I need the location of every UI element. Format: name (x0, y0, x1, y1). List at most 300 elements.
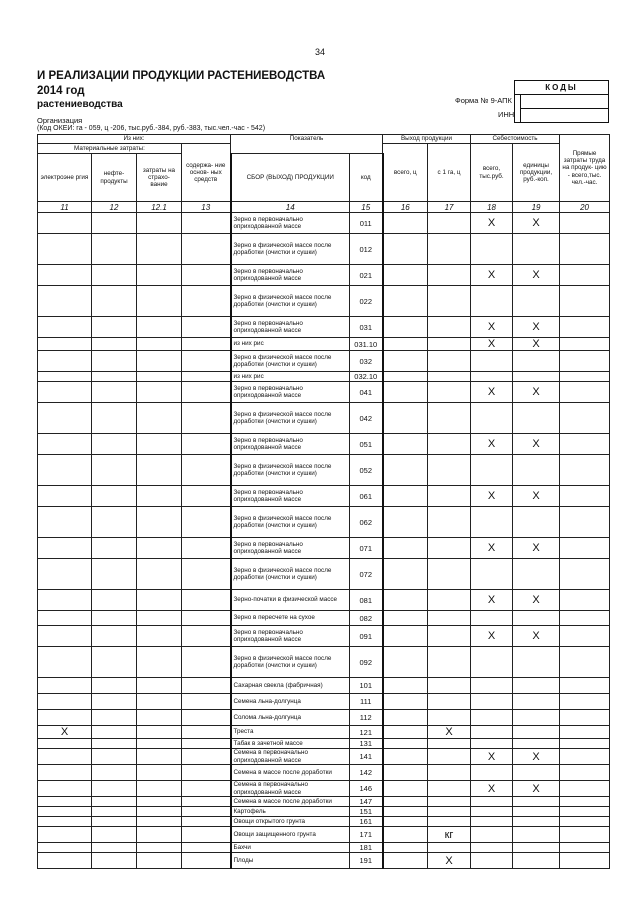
value-cell-c20 (560, 286, 610, 317)
value-cell-c16 (383, 213, 428, 234)
indicator-cell: Бахчи (231, 843, 350, 853)
value-cell-c16 (383, 647, 428, 678)
value-cell-c17 (428, 213, 471, 234)
value-cell-c19 (513, 843, 560, 853)
value-cell-c17 (428, 843, 471, 853)
title-line-1: И РЕАЛИЗАЦИИ ПРОДУКЦИИ РАСТЕНИЕВОДСТВА (37, 70, 326, 82)
codes-box (514, 80, 609, 123)
value-cell-c12 (92, 797, 137, 807)
column-number: 18 (471, 202, 513, 213)
table-row (38, 853, 610, 869)
header-c18: всего, тыс.руб. (471, 144, 513, 202)
value-cell-c11 (38, 843, 92, 853)
value-cell-c11 (38, 265, 92, 286)
code-cell: 052 (350, 455, 383, 486)
indicator-cell: Зерно в физической массе после доработки (очистки и сушки) (231, 455, 350, 486)
value-cell-c17 (428, 626, 471, 647)
table-row (38, 765, 610, 781)
code-cell: 092 (350, 647, 383, 678)
header-c11: электроэне ргия (38, 154, 92, 202)
indicator-cell: Солома льна-долгунца (231, 710, 350, 726)
value-cell-c18 (471, 765, 513, 781)
value-cell-c13 (182, 807, 231, 817)
value-cell-c12 (92, 807, 137, 817)
indicator-cell: Табак в зачетной массе (231, 739, 350, 749)
header-c20: Прямые затраты труда на продук- цию - всего,тыс. чел.-час. (560, 135, 610, 202)
value-cell-c18: X (471, 434, 513, 455)
value-cell-c18: X (471, 781, 513, 797)
value-cell-c16 (383, 507, 428, 538)
code-cell: 021 (350, 265, 383, 286)
value-cell-c16 (383, 611, 428, 626)
value-cell-c18 (471, 739, 513, 749)
code-cell: 022 (350, 286, 383, 317)
code-cell: 112 (350, 710, 383, 726)
value-cell-c18: X (471, 486, 513, 507)
value-cell-c13 (182, 455, 231, 486)
value-cell-c12-1 (137, 710, 182, 726)
indicator-cell: Сахарная свекла (фабричная) (231, 678, 350, 694)
column-number: 16 (383, 202, 428, 213)
header-c17: с 1 га, ц (428, 144, 471, 202)
value-cell-c13 (182, 486, 231, 507)
value-cell-c12-1 (137, 781, 182, 797)
value-cell-c13 (182, 817, 231, 827)
value-cell-c17: кг (428, 827, 471, 843)
value-cell-c19: X (513, 265, 560, 286)
value-cell-c13 (182, 694, 231, 710)
value-cell-c12-1 (137, 382, 182, 403)
code-cell: 121 (350, 726, 383, 739)
value-cell-c20 (560, 626, 610, 647)
table-row (38, 486, 610, 507)
value-cell-c12 (92, 382, 137, 403)
value-cell-c12 (92, 678, 137, 694)
value-cell-c12-1 (137, 749, 182, 765)
value-cell-c18 (471, 286, 513, 317)
column-number: 11 (38, 202, 92, 213)
value-cell-c19 (513, 797, 560, 807)
table-row (38, 559, 610, 590)
indicator-cell: Зерно в первоначально оприходованной массе (231, 626, 350, 647)
indicator-cell: Семена в массе после доработки (231, 765, 350, 781)
indicator-cell: Семена в первоначально оприходованной массе (231, 749, 350, 765)
value-cell-c16 (383, 817, 428, 827)
value-cell-c11 (38, 382, 92, 403)
value-cell-c13 (182, 710, 231, 726)
value-cell-c11 (38, 694, 92, 710)
value-cell-c19 (513, 678, 560, 694)
value-cell-c17 (428, 507, 471, 538)
value-cell-c16 (383, 797, 428, 807)
okei-note: (Код ОКЕИ: га - 059, ц -206, тыс.руб.-384, руб.-383, тыс.чел.-час - 542) (37, 125, 266, 132)
value-cell-c11 (38, 739, 92, 749)
codes-inn-cell (520, 109, 608, 122)
value-cell-c12 (92, 626, 137, 647)
value-cell-c19 (513, 726, 560, 739)
value-cell-c19: X (513, 749, 560, 765)
table-row (38, 382, 610, 403)
header-sbor: СБОР (ВЫХОД) ПРОДУКЦИИ (231, 154, 350, 202)
value-cell-c16 (383, 726, 428, 739)
value-cell-c11 (38, 710, 92, 726)
value-cell-c16 (383, 382, 428, 403)
code-cell: 012 (350, 234, 383, 265)
value-cell-c12-1 (137, 507, 182, 538)
value-cell-c20 (560, 486, 610, 507)
value-cell-c20 (560, 455, 610, 486)
value-cell-c13 (182, 213, 231, 234)
column-number: 17 (428, 202, 471, 213)
value-cell-c11 (38, 559, 92, 590)
value-cell-c11 (38, 338, 92, 351)
value-cell-c18 (471, 843, 513, 853)
value-cell-c12-1 (137, 286, 182, 317)
code-cell: 082 (350, 611, 383, 626)
code-cell: 081 (350, 590, 383, 611)
value-cell-c13 (182, 317, 231, 338)
value-cell-c12-1 (137, 647, 182, 678)
value-cell-c12-1 (137, 694, 182, 710)
value-cell-c20 (560, 611, 610, 626)
value-cell-c11 (38, 507, 92, 538)
value-cell-c12-1 (137, 234, 182, 265)
value-cell-c11 (38, 678, 92, 694)
value-cell-c12 (92, 507, 137, 538)
value-cell-c20 (560, 843, 610, 853)
value-cell-c19: X (513, 781, 560, 797)
value-cell-c12 (92, 694, 137, 710)
value-cell-c19 (513, 765, 560, 781)
table-row (38, 338, 610, 351)
code-cell: 032.10 (350, 372, 383, 382)
value-cell-c12-1 (137, 403, 182, 434)
code-cell: 011 (350, 213, 383, 234)
value-cell-c18: X (471, 338, 513, 351)
value-cell-c12 (92, 817, 137, 827)
title-line-3: растениеводства (37, 99, 123, 110)
indicator-cell: Зерно в физической массе после доработки (очистки и сушки) (231, 403, 350, 434)
value-cell-c12 (92, 372, 137, 382)
indicator-cell: Зерно в первоначально оприходованной массе (231, 486, 350, 507)
value-cell-c19 (513, 286, 560, 317)
value-cell-c12 (92, 265, 137, 286)
code-cell: 101 (350, 678, 383, 694)
table-row (38, 213, 610, 234)
value-cell-c18 (471, 372, 513, 382)
value-cell-c12-1 (137, 817, 182, 827)
value-cell-c19 (513, 739, 560, 749)
value-cell-c13 (182, 286, 231, 317)
table-row (38, 749, 610, 765)
indicator-cell: Зерно в первоначально оприходованной массе (231, 382, 350, 403)
code-cell: 031 (350, 317, 383, 338)
value-cell-c13 (182, 626, 231, 647)
value-cell-c19 (513, 403, 560, 434)
value-cell-c11 (38, 351, 92, 372)
indicator-cell: Зерно в первоначально оприходованной массе (231, 265, 350, 286)
value-cell-c11 (38, 403, 92, 434)
column-number: 12.1 (137, 202, 182, 213)
table-row (38, 455, 610, 486)
indicator-cell: Зерно в первоначально оприходованной массе (231, 434, 350, 455)
table-row (38, 694, 610, 710)
value-cell-c17 (428, 338, 471, 351)
value-cell-c20 (560, 678, 610, 694)
code-cell: 062 (350, 507, 383, 538)
column-number: 15 (350, 202, 383, 213)
value-cell-c20 (560, 765, 610, 781)
code-cell: 171 (350, 827, 383, 843)
value-cell-c12-1 (137, 726, 182, 739)
value-cell-c19 (513, 710, 560, 726)
value-cell-c18 (471, 678, 513, 694)
column-number: 12 (92, 202, 137, 213)
header-pokazatel: Показатель (231, 135, 383, 154)
table-row (38, 739, 610, 749)
value-cell-c18: X (471, 317, 513, 338)
value-cell-c11 (38, 817, 92, 827)
value-cell-c12 (92, 647, 137, 678)
value-cell-c16 (383, 694, 428, 710)
value-cell-c18 (471, 455, 513, 486)
value-cell-c19 (513, 647, 560, 678)
value-cell-c18 (471, 559, 513, 590)
value-cell-c12 (92, 749, 137, 765)
indicator-cell: Зерно в физической массе после доработки (очистки и сушки) (231, 286, 350, 317)
code-cell: 072 (350, 559, 383, 590)
indicator-cell: Зерно в физической массе после доработки (очистки и сушки) (231, 647, 350, 678)
value-cell-c13 (182, 507, 231, 538)
value-cell-c12 (92, 286, 137, 317)
value-cell-c16 (383, 338, 428, 351)
value-cell-c17 (428, 694, 471, 710)
value-cell-c20 (560, 590, 610, 611)
table-row (38, 234, 610, 265)
value-cell-c11 (38, 749, 92, 765)
value-cell-c17 (428, 234, 471, 265)
table-row (38, 265, 610, 286)
value-cell-c17 (428, 403, 471, 434)
value-cell-c17 (428, 351, 471, 372)
value-cell-c12 (92, 843, 137, 853)
value-cell-c12-1 (137, 538, 182, 559)
indicator-cell: Зерно в первоначально оприходованной массе (231, 538, 350, 559)
value-cell-c12 (92, 590, 137, 611)
codes-form-cell (520, 95, 608, 109)
value-cell-c19 (513, 807, 560, 817)
value-cell-c12 (92, 739, 137, 749)
indicator-cell: Семена в первоначально оприходованной массе (231, 781, 350, 797)
value-cell-c16 (383, 538, 428, 559)
value-cell-c16 (383, 403, 428, 434)
value-cell-c19 (513, 827, 560, 843)
value-cell-c12-1 (137, 265, 182, 286)
value-cell-c12-1 (137, 626, 182, 647)
value-cell-c17 (428, 372, 471, 382)
value-cell-c12-1 (137, 611, 182, 626)
table-row (38, 590, 610, 611)
value-cell-c12-1 (137, 678, 182, 694)
value-cell-c13 (182, 678, 231, 694)
value-cell-c19: X (513, 338, 560, 351)
value-cell-c20 (560, 817, 610, 827)
value-cell-c18 (471, 853, 513, 869)
value-cell-c16 (383, 765, 428, 781)
value-cell-c12-1 (137, 434, 182, 455)
value-cell-c12 (92, 559, 137, 590)
value-cell-c17 (428, 765, 471, 781)
value-cell-c20 (560, 213, 610, 234)
value-cell-c18 (471, 817, 513, 827)
value-cell-c18: X (471, 590, 513, 611)
value-cell-c20 (560, 749, 610, 765)
value-cell-c20 (560, 403, 610, 434)
value-cell-c12 (92, 486, 137, 507)
value-cell-c11 (38, 317, 92, 338)
value-cell-c17 (428, 434, 471, 455)
code-cell: 041 (350, 382, 383, 403)
header-mat-zatraty: Материальные затраты: (38, 144, 182, 154)
value-cell-c18 (471, 351, 513, 372)
value-cell-c20 (560, 559, 610, 590)
value-cell-c16 (383, 843, 428, 853)
header-c19: единицы продукции, руб.-коп. (513, 144, 560, 202)
value-cell-c11 (38, 647, 92, 678)
value-cell-c12 (92, 538, 137, 559)
table-row (38, 317, 610, 338)
value-cell-c19: X (513, 213, 560, 234)
value-cell-c11 (38, 807, 92, 817)
value-cell-c18 (471, 403, 513, 434)
indicator-cell: Зерно в пересчете на сухое (231, 611, 350, 626)
value-cell-c18 (471, 807, 513, 817)
value-cell-c20 (560, 797, 610, 807)
table-row (38, 434, 610, 455)
value-cell-c20 (560, 338, 610, 351)
header-c12: нефте- продукты (92, 154, 137, 202)
value-cell-c11 (38, 286, 92, 317)
value-cell-c12 (92, 765, 137, 781)
value-cell-c16 (383, 434, 428, 455)
value-cell-c19: X (513, 486, 560, 507)
value-cell-c12 (92, 338, 137, 351)
value-cell-c16 (383, 486, 428, 507)
indicator-cell: Треста (231, 726, 350, 739)
table-row (38, 827, 610, 843)
value-cell-c11 (38, 853, 92, 869)
value-cell-c19 (513, 372, 560, 382)
value-cell-c20 (560, 434, 610, 455)
indicator-cell: Зерно в первоначально оприходованной массе (231, 317, 350, 338)
table-row (38, 403, 610, 434)
value-cell-c16 (383, 372, 428, 382)
page-number: 34 (314, 47, 325, 57)
value-cell-c17 (428, 817, 471, 827)
value-cell-c17: X (428, 853, 471, 869)
value-cell-c20 (560, 710, 610, 726)
table-row (38, 817, 610, 827)
value-cell-c18: X (471, 382, 513, 403)
value-cell-c12-1 (137, 372, 182, 382)
form-label: Форма № 9-АПК (455, 96, 512, 105)
value-cell-c11 (38, 213, 92, 234)
value-cell-c13 (182, 434, 231, 455)
code-cell: 071 (350, 538, 383, 559)
value-cell-c13 (182, 726, 231, 739)
production-table (37, 134, 610, 869)
value-cell-c16 (383, 807, 428, 817)
value-cell-c11 (38, 626, 92, 647)
indicator-cell: из них рис (231, 372, 350, 382)
value-cell-c17 (428, 286, 471, 317)
column-numbers-row (38, 202, 610, 213)
value-cell-c17 (428, 455, 471, 486)
value-cell-c18 (471, 647, 513, 678)
value-cell-c13 (182, 382, 231, 403)
value-cell-c12-1 (137, 853, 182, 869)
table-row (38, 611, 610, 626)
value-cell-c13 (182, 739, 231, 749)
value-cell-c16 (383, 739, 428, 749)
code-cell: 051 (350, 434, 383, 455)
value-cell-c13 (182, 611, 231, 626)
code-cell: 091 (350, 626, 383, 647)
value-cell-c18 (471, 507, 513, 538)
value-cell-c12 (92, 403, 137, 434)
table-row (38, 538, 610, 559)
value-cell-c20 (560, 351, 610, 372)
value-cell-c17 (428, 611, 471, 626)
value-cell-c11 (38, 797, 92, 807)
value-cell-c12 (92, 455, 137, 486)
value-cell-c17 (428, 678, 471, 694)
value-cell-c12 (92, 317, 137, 338)
value-cell-c13 (182, 538, 231, 559)
indicator-cell: из них рис (231, 338, 350, 351)
inn-label: ИНН (498, 110, 515, 119)
value-cell-c16 (383, 678, 428, 694)
table-row (38, 710, 610, 726)
header-iz-nih: Из них: (38, 135, 231, 144)
value-cell-c17 (428, 710, 471, 726)
value-cell-c17 (428, 559, 471, 590)
value-cell-c17 (428, 647, 471, 678)
value-cell-c12-1 (137, 338, 182, 351)
table-row (38, 507, 610, 538)
value-cell-c19 (513, 853, 560, 869)
indicator-cell: Зерно в первоначально оприходованной массе (231, 213, 350, 234)
value-cell-c17 (428, 781, 471, 797)
value-cell-c18 (471, 694, 513, 710)
code-cell: 181 (350, 843, 383, 853)
value-cell-c16 (383, 853, 428, 869)
value-cell-c19: X (513, 434, 560, 455)
value-cell-c16 (383, 234, 428, 265)
indicator-cell: Зерно в физической массе после доработки (очистки и сушки) (231, 351, 350, 372)
value-cell-c11: X (38, 726, 92, 739)
table-row (38, 797, 610, 807)
value-cell-c19: X (513, 538, 560, 559)
value-cell-c20 (560, 372, 610, 382)
indicator-cell: Картофель (231, 807, 350, 817)
value-cell-c16 (383, 827, 428, 843)
value-cell-c13 (182, 234, 231, 265)
value-cell-c16 (383, 455, 428, 486)
value-cell-c13 (182, 781, 231, 797)
value-cell-c11 (38, 765, 92, 781)
code-cell: 141 (350, 749, 383, 765)
